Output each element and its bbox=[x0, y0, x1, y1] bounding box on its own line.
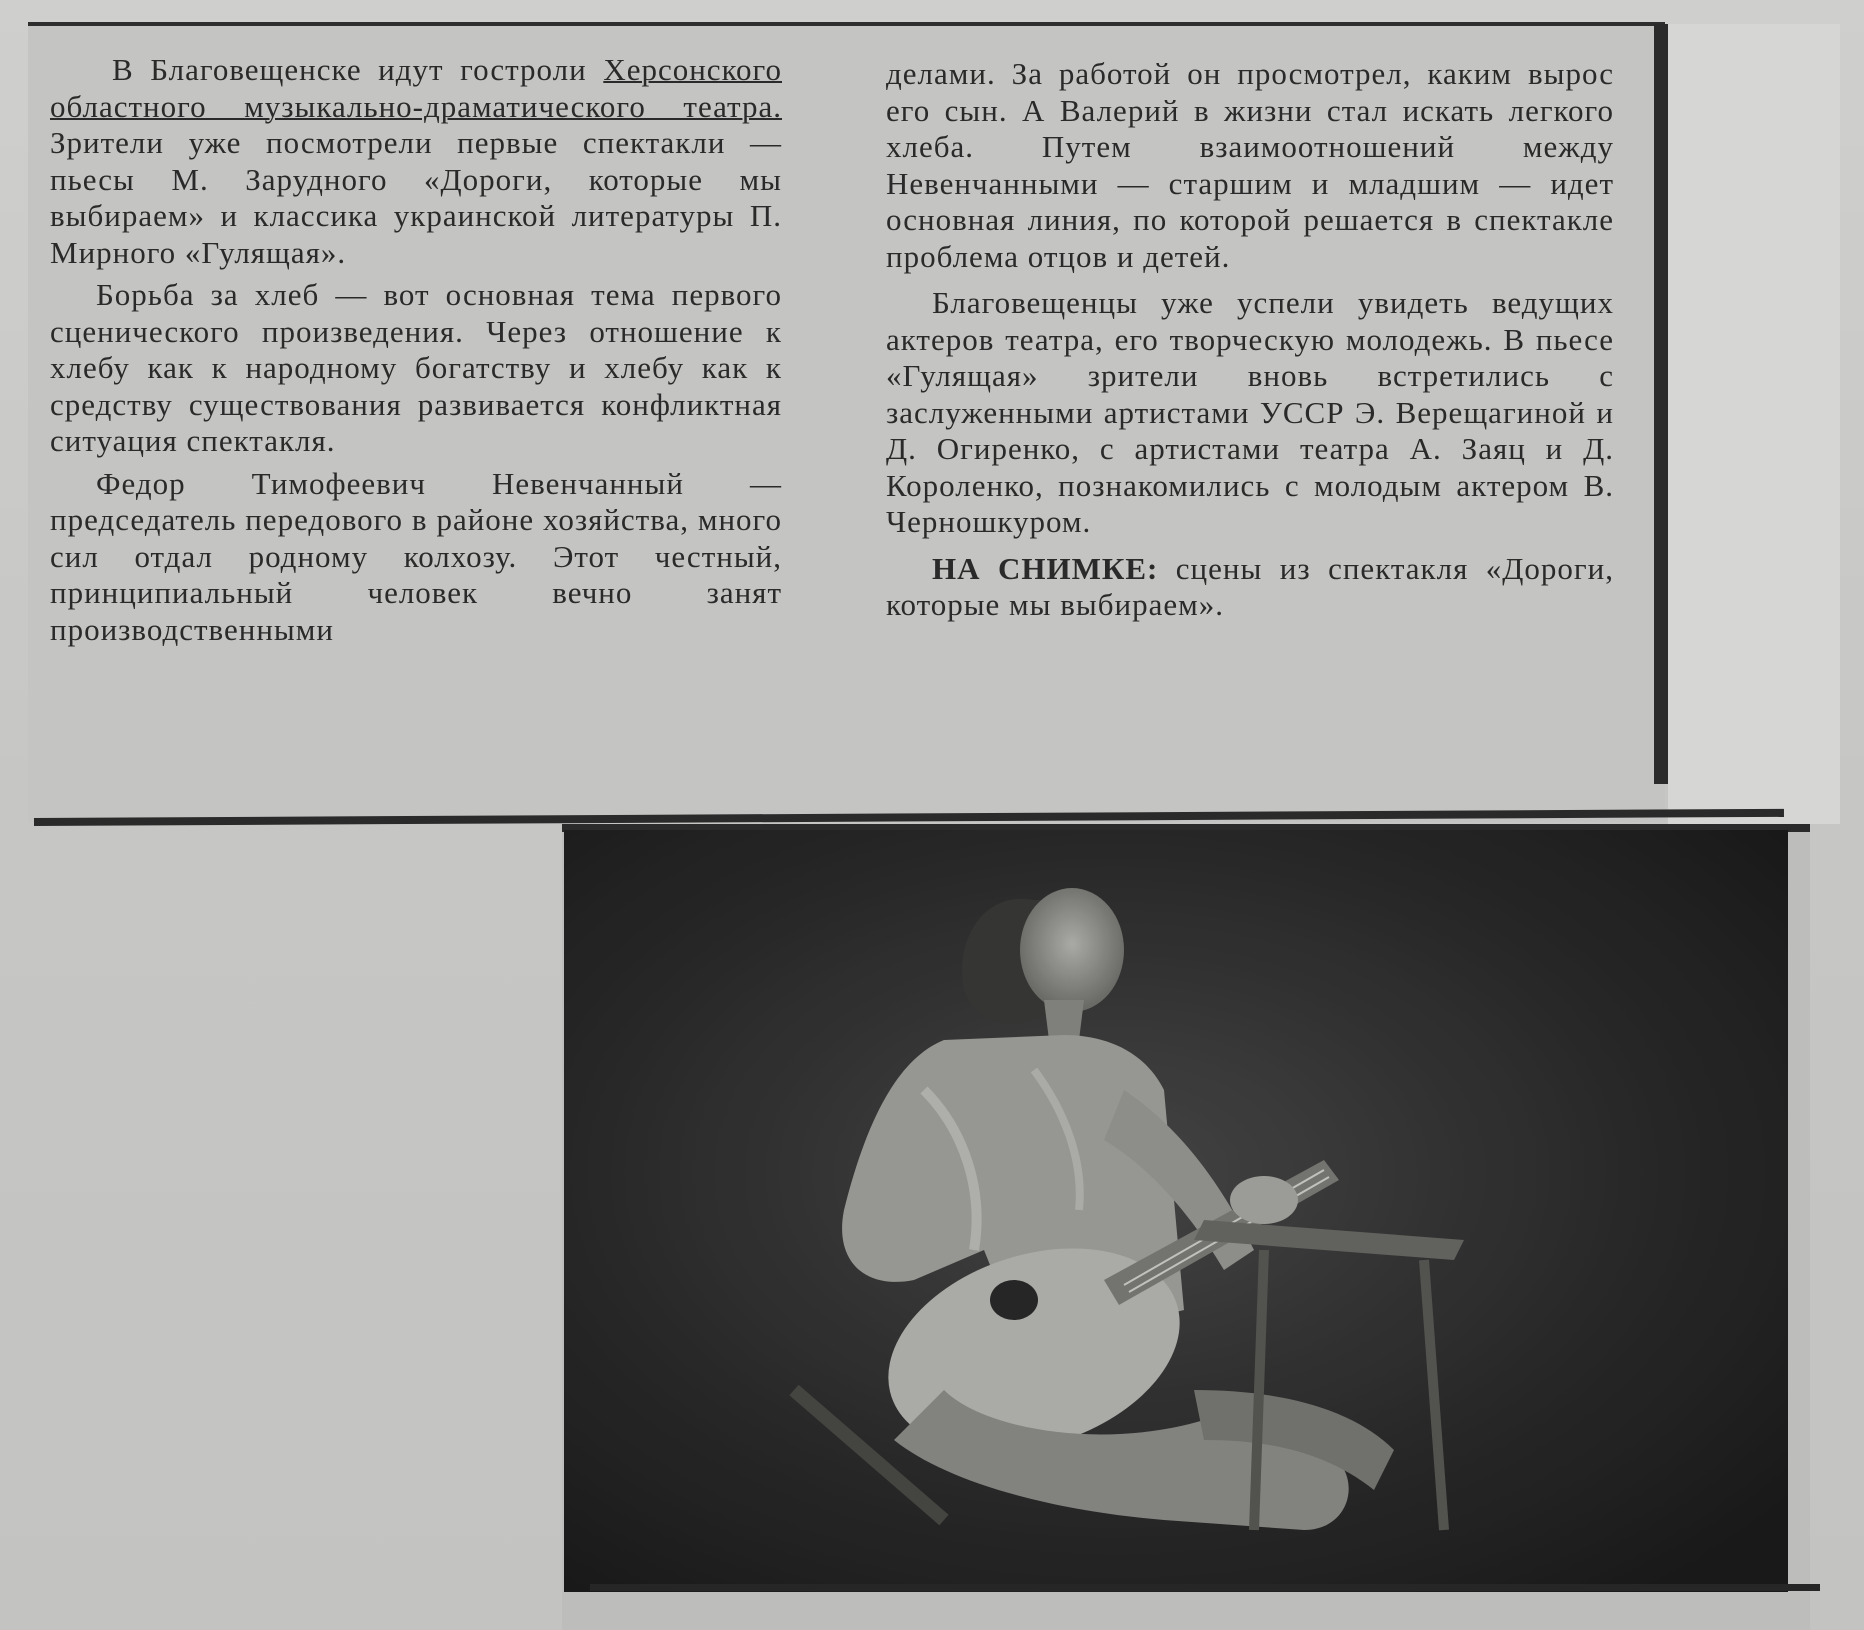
caption-text: сцены из спектакля «Дороги, которые мы выбираем». bbox=[886, 550, 1614, 622]
column-rule bbox=[1654, 24, 1668, 784]
article-right-column bbox=[886, 56, 1614, 630]
article-paragraph: Борьба за хлеб — вот основная тема первого сценического произведения. Через отношение к хлебу как к народному богатству и хлебу как к средству существования развивается конфликтная ситуация спектакля. bbox=[50, 277, 782, 458]
paragraph-text: Зрители уже посмотрели первые спектакли — пьесы М. Зарудного «Дороги, которые мы выбираем» и классика украинской литературы П. Мирного «Гулящая». bbox=[50, 125, 782, 270]
article-paragraph: Федор Тимофеевич Невенчанный — председатель передового в районе хозяйства, много сил отдал родному колхозу. Этот честный, принципиальный человек вечно занят производственными bbox=[50, 465, 782, 647]
caption-label: НА СНИМКЕ: bbox=[932, 550, 1159, 586]
photo-bottom-rule bbox=[590, 1584, 1820, 1591]
scene-photo bbox=[564, 830, 1788, 1592]
article-paragraph bbox=[50, 52, 782, 271]
article-left-column bbox=[50, 52, 782, 654]
theatre-name-underlined: Херсонского областного музыкально-драматического театра. bbox=[50, 52, 782, 124]
article-paragraph: Благовещенцы уже успели увидеть ведущих актеров театра, его творческую молодежь. В пьесе «Гулящая» зрители вновь встретились с заслуженными артистами УССР Э. Верещагиной и Д. Огиренко, с артистами театра А. Заяц и Д. Короленко, познакомились с молодым актером В. Черношкуром. bbox=[886, 285, 1614, 539]
paragraph-text: В Благовещенске идут гостроли bbox=[112, 52, 604, 87]
article-paragraph: делами. За работой он просмотрел, каким вырос его сын. А Валерий в жизни стал искать легкого хлеба. Путем взаимоотношений между Невенчанными — старшим и младшим — идет основная линия, по которой решается в спектакле проблема отцов и детей. bbox=[886, 56, 1614, 274]
scene-photo-image bbox=[564, 830, 1788, 1592]
handwritten-margin-note bbox=[1700, 30, 1820, 790]
photo-caption bbox=[886, 551, 1614, 624]
